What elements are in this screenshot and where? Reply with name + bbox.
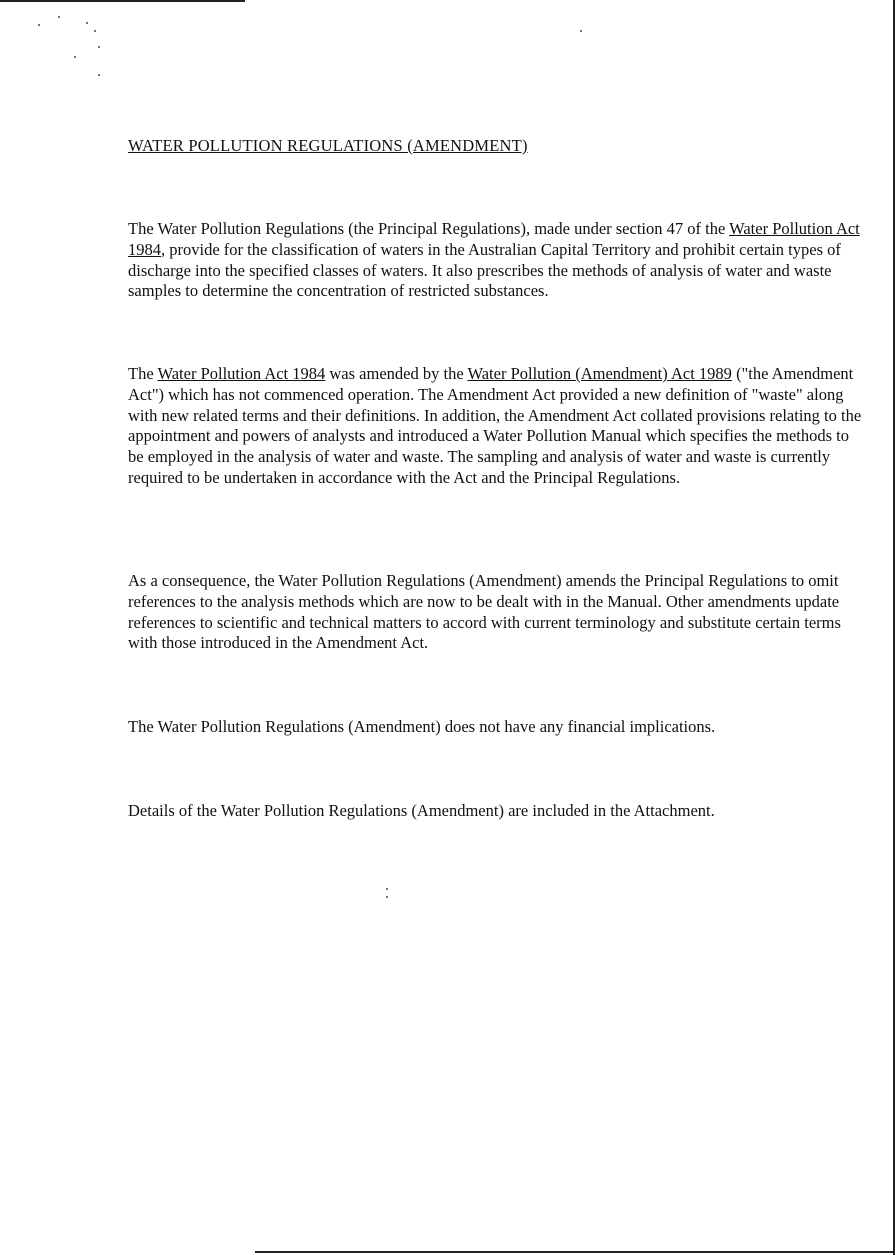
paragraph-principal-regulations: The Water Pollution Regulations (the Principal Regulations), made under section 47 of the Water Pollution Act 1984, provide for the classification of waters in the Australian Capital Territory and prohibit certain types of discharge into the specified classes of waters. It also prescribes the methods of analysis of water and waste samples to determine the concentration of restricted substances. xyxy=(128,219,860,301)
paragraph-amendment-act: The Water Pollution Act 1984 was amended by the Water Pollution (Amendment) Act 1989 ("the Amendment Act") which has not commenced operation. The Amendment Act provided a new definition of "waste" along with new related terms and their definitions. In addition, the Amendment Act collated provisions relating to the appointment and powers of analysts and introduced a Water Pollution Manual which specifies the methods to be employed in the analysis of water and waste. The sampling and analysis of water and waste is currently required to be undertaken in accordance with the Act and the Principal Regulations. xyxy=(128,364,862,487)
paragraph-consequence: As a consequence, the Water Pollution Regulations (Amendment) amends the Principal Regulations to omit references to the analysis methods which are now to be dealt with in the Manual. Other amendments update references to scientific and technical matters to accord with current terminology and substitute certain terms with those introduced in the Amendment Act. xyxy=(128,571,841,653)
scan-speck xyxy=(386,896,388,898)
document-title: WATER POLLUTION REGULATIONS (AMENDMENT) xyxy=(128,136,528,155)
scan-speck xyxy=(94,30,96,32)
act-reference: Water Pollution Act 1984 xyxy=(128,219,860,259)
act-reference: Water Pollution Act 1984 xyxy=(157,364,326,383)
paragraph-financial-implications: The Water Pollution Regulations (Amendment) does not have any financial implications. xyxy=(128,717,716,736)
scan-speck xyxy=(386,888,388,890)
scan-speck xyxy=(98,74,100,76)
scan-edge-top xyxy=(0,0,245,2)
scan-speck xyxy=(580,30,582,32)
scan-speck xyxy=(98,46,100,48)
scan-edge-bottom xyxy=(255,1251,895,1253)
scan-speck xyxy=(74,56,76,58)
scan-speck xyxy=(38,24,40,26)
scan-speck xyxy=(58,16,60,18)
paragraph-attachment-details: Details of the Water Pollution Regulations (Amendment) are included in the Attachment. xyxy=(128,801,715,820)
scan-speck xyxy=(86,22,88,24)
amendment-act-reference: Water Pollution (Amendment) Act 1989 xyxy=(467,364,732,383)
